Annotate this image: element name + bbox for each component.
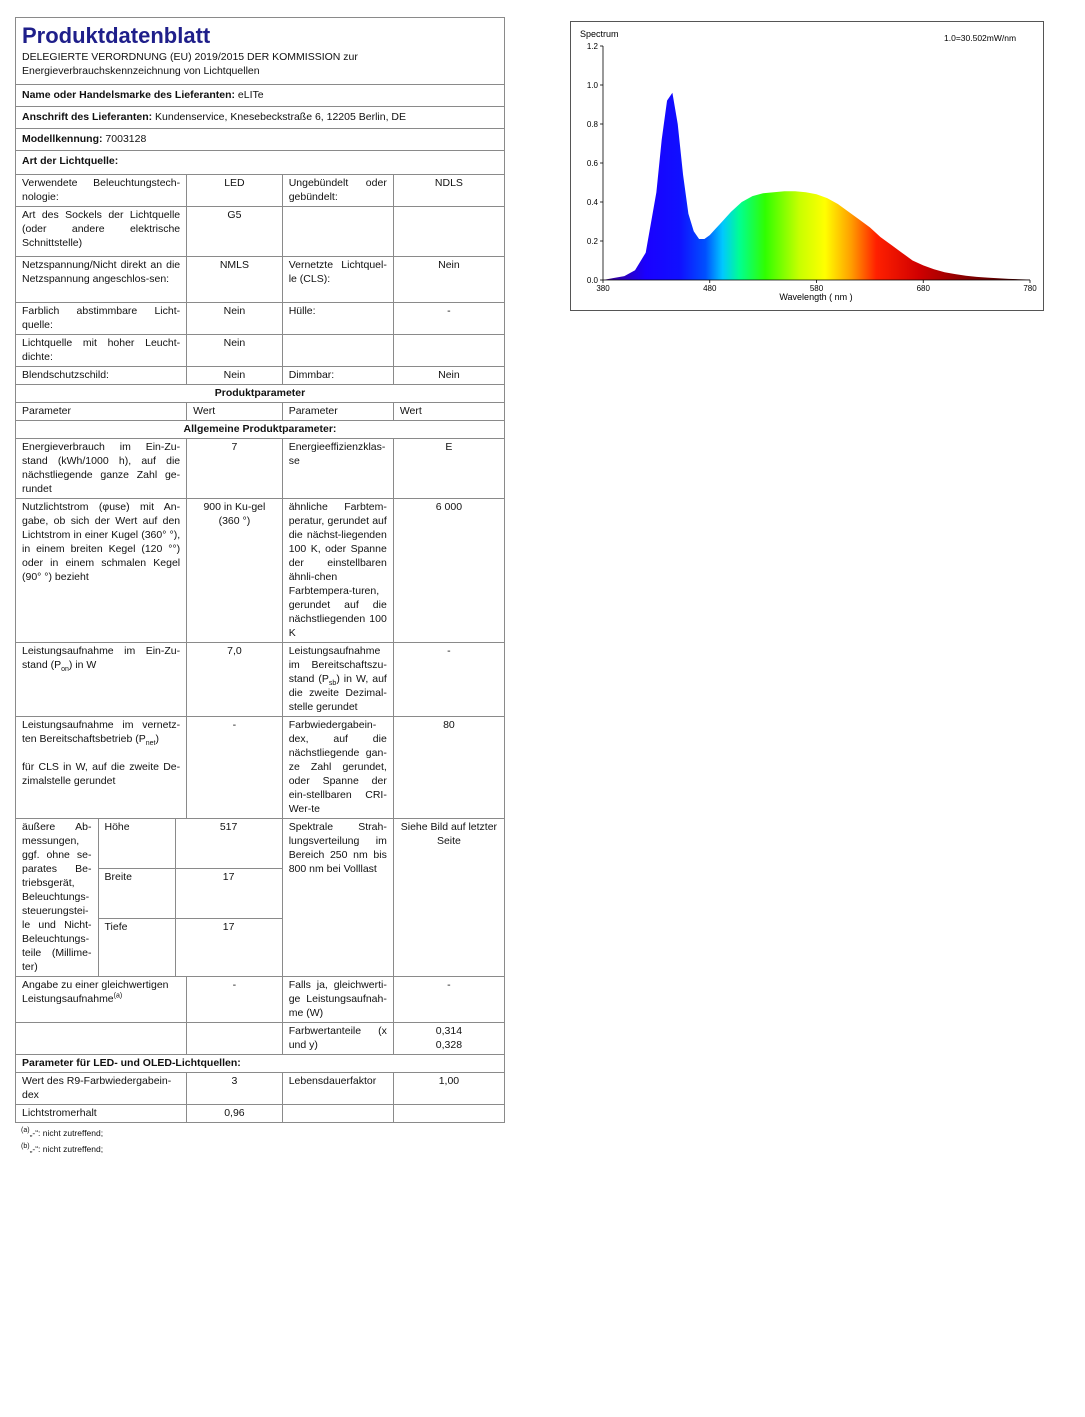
type-value: NDLS [393, 175, 504, 207]
r9-value: 3 [187, 1073, 283, 1105]
dimensions-cell [16, 819, 283, 977]
type-label: Farblich abstimmbare Licht-quelle: [16, 303, 187, 335]
column-header: Wert [187, 403, 283, 421]
dimension-value: 517 [175, 819, 282, 868]
column-header-row [16, 403, 505, 421]
column-header: Parameter [16, 403, 187, 421]
type-label [282, 207, 393, 257]
type-label: Verwendete Beleuchtungstech-nologie: [16, 175, 187, 207]
param-row [16, 499, 505, 643]
y-tick-label: 1.0 [586, 81, 598, 90]
color-temperature-label: ähnliche Farbtem-peratur, gerundet auf die nächst-liegenden 100 K, oder Spanne der einstellbaren ähnli-chen Farbtempera-turen, gerundet auf die nächstliegenden 100 K [282, 499, 393, 643]
chromaticity-value: 0,314 0,328 [393, 1023, 504, 1055]
light-source-type-row [16, 151, 505, 175]
general-params-heading: Allgemeine Produktparameter: [16, 421, 505, 439]
supplier-address-row [16, 107, 505, 129]
type-label: Ungebündelt oder gebündelt: [282, 175, 393, 207]
x-tick-label: 780 [1023, 284, 1037, 293]
color-temperature-value: 6 000 [393, 499, 504, 643]
type-value: Nein [187, 303, 283, 335]
product-datasheet [15, 17, 505, 1157]
type-row [16, 175, 505, 207]
general-heading-row [16, 421, 505, 439]
dimensions-table [16, 819, 282, 976]
type-value: Nein [393, 367, 504, 385]
energy-class-value: E [393, 439, 504, 499]
type-value: Nein [393, 257, 504, 303]
dimension-name: Höhe [98, 819, 175, 868]
supplier-name-label: Name oder Handelsmarke des Lieferanten: [22, 89, 235, 101]
energy-class-label: Energieeffizienzklas-se [282, 439, 393, 499]
networked-standby-label: Leistungsaufnahme im vernetz-ten Bereitschaftsbetrieb $(P_{net})$ für CLS in W, auf die zweite De-zimalstelle gerundet [16, 717, 187, 819]
dimension-value: 17 [175, 868, 282, 918]
dimension-value: 17 [222, 921, 235, 934]
param-row [16, 977, 505, 1023]
type-value [393, 207, 504, 257]
equivalent-watt-label: Falls ja, gleichwerti-ge Leistungsaufnah-me (W) [282, 977, 393, 1023]
column-header: Parameter [282, 403, 393, 421]
supplier-address-label: Anschrift des Lieferanten: [22, 111, 153, 123]
param-row [16, 717, 505, 819]
type-label: Blendschutzschild: [16, 367, 187, 385]
type-row [16, 257, 505, 303]
led-heading-row [16, 1055, 505, 1073]
model-row [16, 129, 505, 151]
networked-standby-value: - [187, 717, 283, 819]
model-value: 7003128 [105, 133, 147, 145]
type-value: LED [187, 175, 283, 207]
standby-power-value: - [393, 643, 504, 717]
equivalent-watt-value: - [393, 977, 504, 1023]
lifetime-factor-value: 1,00 [393, 1073, 504, 1105]
equivalent-power-value: - [187, 977, 283, 1023]
type-value: Nein [187, 367, 283, 385]
cri-label: Farbwiedergabein-dex, auf die nächstliegende gan-ze Zahl gerundet, oder Spanne der ein-stellbaren CRI-Wer-te [282, 717, 393, 819]
x-tick-label: 580 [809, 284, 824, 293]
luminous-flux-value: 900 in Ku-gel (360 °) [187, 499, 283, 643]
equivalent-power-label: Angabe zu einer gleichwertigen Leistungsaufnahme$^{(a)}$ [16, 977, 187, 1023]
param-row [16, 1023, 505, 1055]
y-tick-label: 1.2 [586, 42, 598, 51]
type-label: Art des Sockels der Lichtquelle (oder andere elektrische Schnittstelle) [16, 207, 187, 257]
y-tick-label: 0.4 [586, 198, 598, 207]
luminous-flux-label: Nutzlichtstrom (φuse) mit An-gabe, ob sich der Wert auf den Lichtstrom in einer Kugel (360° °), in einem breiten Kegel (120 °°) oder in einem schmalen Kegel (90° °) bezieht [16, 499, 187, 643]
y-tick-label: 0.6 [586, 159, 598, 168]
type-label: Lichtquelle mit hoher Leucht-dichte: [16, 335, 187, 367]
energy-consumption-label: Energieverbrauch im Ein-Zu-stand (kWh/1000 h), auf die nächstliegende ganze Zahl ge-rundet [16, 439, 187, 499]
energy-consumption-value: 7 [187, 439, 283, 499]
footnote: $^{(a)}$„-“: nicht zutreffend; [21, 1127, 104, 1138]
model-label: Modellkennung: [22, 133, 103, 145]
dimension-name: Breite [98, 868, 175, 918]
spectrum-chart [570, 21, 1044, 311]
r9-label: Wert des R9-Farbwiedergabein-dex [16, 1073, 187, 1105]
spectrum-svg [571, 22, 1043, 310]
dimension-name: Tiefe [98, 919, 175, 968]
param-row [16, 643, 505, 717]
type-value: - [393, 303, 504, 335]
column-header: Wert [393, 403, 504, 421]
light-source-type-heading: Art der Lichtquelle: [16, 151, 505, 175]
power-on-value: 7,0 [187, 643, 283, 717]
type-value: NMLS [187, 257, 283, 303]
led-params-heading: Parameter für LED- und OLED-Lichtquellen: [16, 1055, 505, 1073]
standby-power-label: Leistungsaufnahme im Bereitschaftszu-stand $(P_{sb})$ in W, auf die zweite Dezimal-stelle gerundet [282, 643, 393, 717]
type-value [393, 335, 504, 367]
supplier-address-value: Kundenservice, Knesebeckstraße 6, 12205 Berlin, DE [155, 111, 407, 123]
regulation-text: DELEGIERTE VERORDNUNG (EU) 2019/2015 DER KOMMISSION zur Energieverbrauchskennzeichnung von Lichtquellen [22, 51, 358, 77]
supplier-name-value: eLITe [237, 89, 264, 101]
supplier-name-row [16, 85, 505, 107]
footnote: $^{(b)}$„-“: nicht zutreffend; [21, 1143, 104, 1154]
type-row [16, 335, 505, 367]
param-row [16, 1073, 505, 1105]
chromaticity-label: Farbwertanteile (x und y) [282, 1023, 393, 1055]
product-params-heading-row [16, 385, 505, 403]
lifetime-factor-label: Lebensdauerfaktor [282, 1073, 393, 1105]
dimensions-label: äußere Ab-messungen, ggf. ohne se-parates Be-triebsgerät, Beleuchtungs-steuerungstei-le und Nicht-Beleuchtungs-teile (Millime-ter) [16, 819, 98, 976]
x-tick-label: 680 [916, 284, 930, 293]
type-label [282, 335, 393, 367]
lumen-maintenance-value: 0,96 [187, 1105, 283, 1123]
product-params-heading: Produktparameter [16, 385, 505, 403]
type-value: G5 [187, 207, 283, 257]
type-value: Nein [187, 335, 283, 367]
type-label: Vernetzte Lichtquel-le (CLS): [282, 257, 393, 303]
page-title: Produktdatenblatt [22, 23, 211, 48]
type-label: Hülle: [282, 303, 393, 335]
type-label: Netzspannung/Nicht direkt an die Netzspannung angeschlos-sen: [16, 257, 187, 303]
x-tick-label: 480 [703, 284, 717, 293]
type-row [16, 303, 505, 335]
y-tick-label: 0.8 [586, 120, 598, 129]
y-tick-label: 0.0 [586, 276, 598, 285]
param-row [16, 439, 505, 499]
param-row [16, 819, 505, 977]
spectral-distribution-label: Spektrale Strah-lungsverteilung im Bereich 250 nm bis 800 nm bei Volllast [282, 819, 393, 977]
power-on-label: Leistungsaufnahme im Ein-Zu-stand $(P_{on})$ in W [16, 643, 187, 717]
spectrum-area [603, 93, 1030, 280]
type-label: Dimmbar: [282, 367, 393, 385]
type-row [16, 207, 505, 257]
y-tick-label: 0.2 [586, 237, 598, 246]
datasheet-table [15, 17, 505, 1123]
title-row [16, 18, 505, 85]
lumen-maintenance-label: Lichtstromerhalt [16, 1105, 187, 1123]
chart-annotation: 1.0=30.502mW/nm [944, 33, 1017, 43]
footnotes [15, 1125, 505, 1157]
x-axis-label: Wavelength ( nm ) [779, 292, 853, 302]
cri-value: 80 [393, 717, 504, 819]
spectral-distribution-value: Siehe Bild auf letzter Seite [393, 819, 504, 977]
type-row [16, 367, 505, 385]
param-row [16, 1105, 505, 1123]
chart-title: Spectrum [580, 29, 619, 39]
x-tick-label: 380 [596, 284, 610, 293]
